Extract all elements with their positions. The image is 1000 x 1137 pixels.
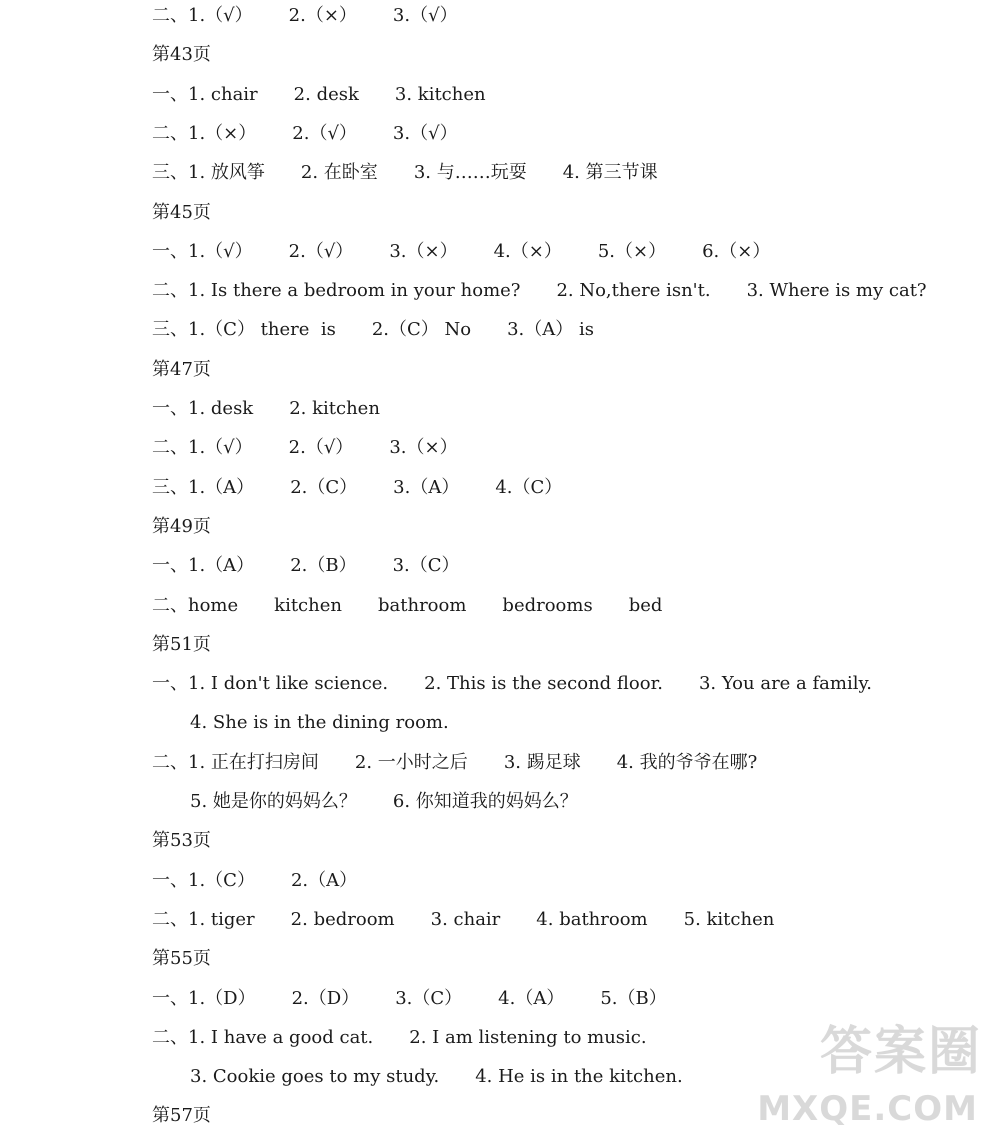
watermark-logo xyxy=(757,1009,982,1129)
page-heading xyxy=(152,630,211,660)
answer-item: 三、1.（C） there is xyxy=(152,319,336,341)
answer-item: 二、1. I have a good cat. xyxy=(152,1026,374,1048)
page-heading xyxy=(152,512,211,542)
answer-line xyxy=(190,787,578,817)
answer-item: 4.（×） xyxy=(493,240,562,262)
answer-item: 2.（C） No xyxy=(371,319,472,341)
answer-item: 3. Where is my cat? xyxy=(746,280,927,302)
answer-item: 一、1. I don't like science. xyxy=(152,673,389,695)
page-heading xyxy=(152,355,211,385)
watermark-en: MXQE.COM xyxy=(757,1089,978,1129)
answer-item: 一、1.（C） xyxy=(152,869,255,891)
page-heading-text: 第47页 xyxy=(152,358,211,380)
answer-line xyxy=(152,1,458,31)
answer-item: 2. bedroom xyxy=(290,908,395,930)
answer-item: 一、1. desk xyxy=(152,398,254,419)
answer-item: 3.（×） xyxy=(389,240,458,262)
watermark-cn: 答案圈 xyxy=(819,1022,982,1082)
answer-line xyxy=(152,158,658,188)
answer-item: 2.（D） xyxy=(291,987,360,1009)
answer-line xyxy=(152,237,770,267)
answer-item: 2.（A） xyxy=(290,869,358,891)
answer-item: 2.（×） xyxy=(288,5,357,26)
answer-item: 2. kitchen xyxy=(289,398,380,419)
answer-item: 3.（A） is xyxy=(507,319,594,341)
answer-item: 2.（√） xyxy=(288,240,354,262)
answer-line xyxy=(152,551,460,581)
answer-item: 3. 与……玩耍 xyxy=(413,162,527,184)
answer-item: 2. This is the second floor. xyxy=(424,673,663,695)
answer-line xyxy=(152,315,594,345)
answer-item: 2.（√） xyxy=(288,437,354,459)
answer-item: 3.（√） xyxy=(392,5,458,26)
answer-item: 3.（C） xyxy=(392,555,460,577)
answer-line xyxy=(190,1062,683,1092)
answer-item: 4. 第三节课 xyxy=(562,162,658,184)
answer-line xyxy=(152,591,662,621)
answer-line xyxy=(152,80,486,110)
answer-item: 一、1.（A） xyxy=(152,555,255,577)
answer-item: 一、1. chair xyxy=(152,83,258,105)
answer-line xyxy=(152,984,667,1014)
page-heading-text: 第55页 xyxy=(152,948,211,970)
page-heading-text: 第51页 xyxy=(152,633,211,655)
answer-item: 3.（A） xyxy=(393,476,460,498)
answer-item: 2. desk xyxy=(293,83,359,105)
page-heading xyxy=(152,826,211,856)
answer-line xyxy=(152,394,380,424)
answer-item: 3. You are a family. xyxy=(698,673,872,695)
answer-item: 5. 她是你的妈妈么？ xyxy=(190,791,357,812)
answer-item: 4. He is in the kitchen. xyxy=(475,1066,683,1088)
answer-line xyxy=(152,905,774,935)
answer-item: 3. 踢足球 xyxy=(503,751,581,773)
answer-item: 二、1.（×） xyxy=(152,122,257,144)
page-heading-text: 第45页 xyxy=(152,201,211,223)
answer-item: 5.（B） xyxy=(600,987,667,1009)
answer-line xyxy=(152,119,458,149)
page-heading xyxy=(152,944,211,974)
answer-item: 二、1.（√） xyxy=(152,437,253,459)
page-heading-text: 第53页 xyxy=(152,830,211,852)
answer-line xyxy=(190,708,449,738)
answer-item: 二、1.（√） xyxy=(152,5,253,26)
answer-item: 4. bathroom xyxy=(536,908,648,930)
answer-line xyxy=(152,433,458,463)
page-heading-text: 第57页 xyxy=(152,1105,211,1127)
answer-line xyxy=(152,866,357,896)
answer-item: kitchen xyxy=(274,594,342,616)
answer-item: bed xyxy=(628,594,663,616)
page-heading-text: 第43页 xyxy=(152,44,211,66)
answer-item: 3. chair xyxy=(430,908,501,930)
answer-item: 2. 在卧室 xyxy=(300,162,378,184)
answer-item: 三、1. 放风筝 xyxy=(152,162,265,184)
answer-item: 三、1.（A） xyxy=(152,476,255,498)
answer-item: 2. I am listening to music. xyxy=(409,1026,647,1048)
answer-item: bathroom xyxy=(377,594,467,616)
answer-item: 3.（×） xyxy=(389,437,458,459)
answer-item: 3. kitchen xyxy=(394,83,486,105)
answer-item: 2.（B） xyxy=(290,555,357,577)
answer-line xyxy=(152,748,757,778)
answer-line xyxy=(152,669,872,699)
answer-line xyxy=(152,473,562,503)
answer-item: 二、home xyxy=(152,594,239,616)
answer-item: 二、1. 正在打扫房间 xyxy=(152,751,319,773)
answer-item: 二、1. Is there a bedroom in your home? xyxy=(152,280,521,302)
answer-item: 一、1.（D） xyxy=(152,987,256,1009)
answer-item: 2.（√） xyxy=(292,122,357,144)
page-heading xyxy=(152,198,211,228)
answer-item: 4.（C） xyxy=(495,476,563,498)
answer-item: 3.（C） xyxy=(395,987,463,1009)
page-heading-text: 第49页 xyxy=(152,515,211,537)
answer-line xyxy=(152,1023,647,1053)
answer-item: 二、1. tiger xyxy=(152,908,255,930)
answer-item: bedrooms xyxy=(502,594,593,616)
answer-item: 2. No,there isn't. xyxy=(556,280,711,302)
answer-item: 2. 一小时之后 xyxy=(354,751,468,773)
answer-item: 5. kitchen xyxy=(683,908,775,930)
answer-item: 一、1.（√） xyxy=(152,240,253,262)
page-heading xyxy=(152,40,211,70)
answer-item: 2.（C） xyxy=(290,476,358,498)
answer-item: 3.（√） xyxy=(392,122,458,144)
answer-item: 5.（×） xyxy=(597,240,667,262)
answer-item: 4. 我的爷爷在哪? xyxy=(616,751,758,773)
answer-item: 4. She is in the dining room. xyxy=(190,712,449,734)
page-heading xyxy=(152,1101,211,1131)
answer-item: 3. Cookie goes to my study. xyxy=(190,1066,440,1088)
answer-item: 6. 你知道我的妈妈么？ xyxy=(392,791,578,812)
answer-item: 4.（A） xyxy=(498,987,565,1009)
answer-item: 6.（×） xyxy=(702,240,771,262)
answer-line xyxy=(152,276,927,306)
